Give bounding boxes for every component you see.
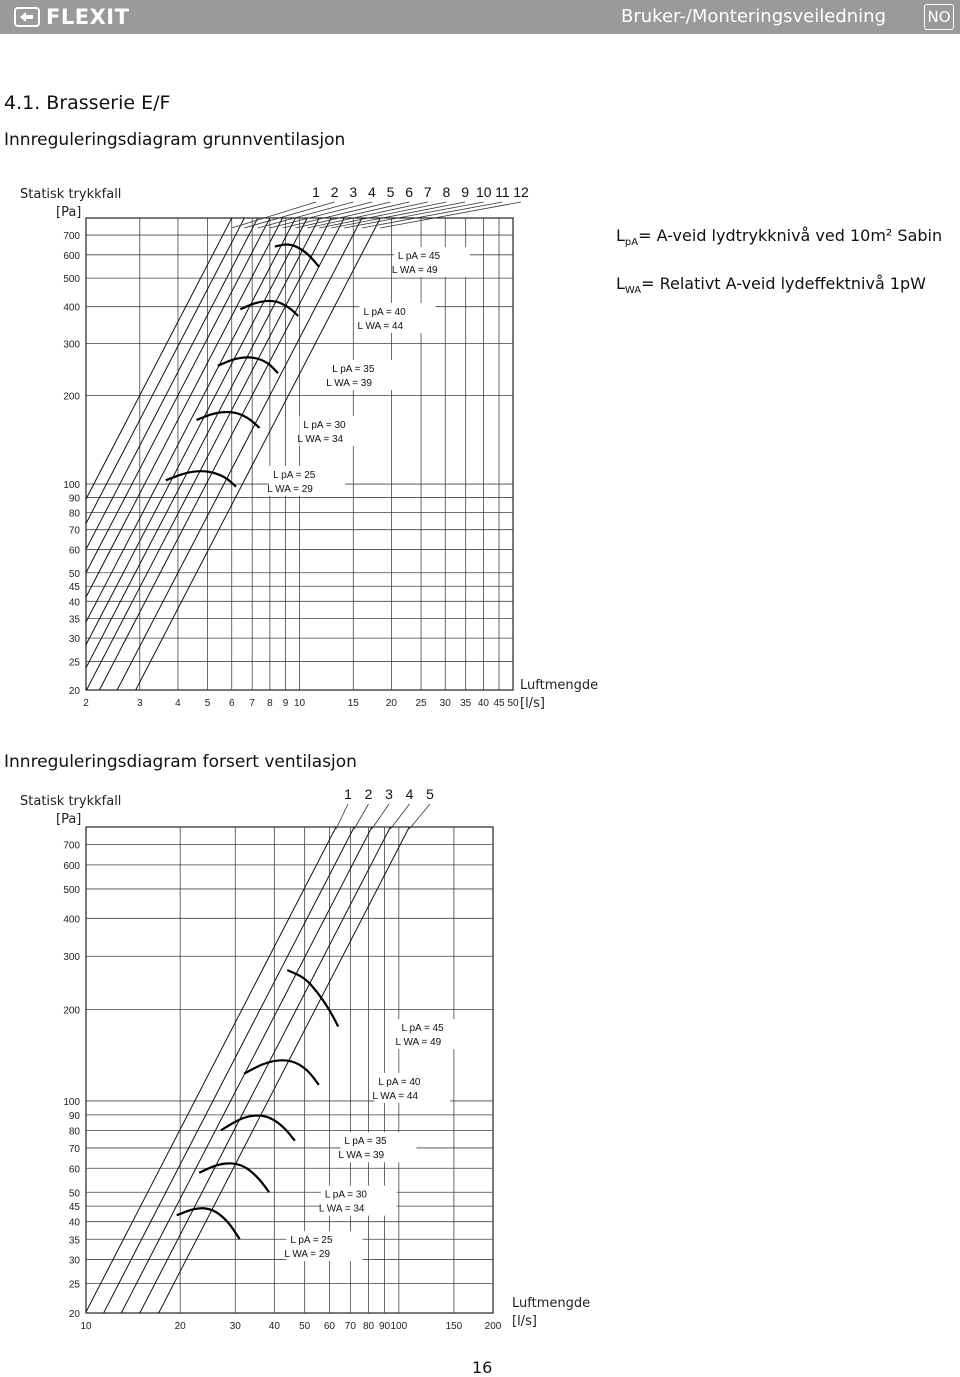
y-tick-label: 600 — [63, 860, 80, 872]
position-leader — [372, 804, 389, 829]
y-tick-label: 60 — [68, 1164, 80, 1176]
position-label: 4 — [405, 786, 414, 802]
page-header — [0, 0, 960, 34]
x-tick-label: 100 — [390, 1321, 408, 1332]
sound-label-lwa: L WA = 49 — [395, 1037, 442, 1049]
x-tick-label: 10 — [293, 698, 306, 709]
y-tick-label: 25 — [68, 1279, 80, 1291]
position-leader — [344, 202, 484, 228]
y-tick-label: 30 — [68, 1255, 80, 1267]
section-title: 4.1. Brasserie E/F — [4, 92, 171, 114]
legend-lpa — [616, 226, 942, 248]
y-tick-label: 45 — [68, 582, 80, 594]
y-tick-label: 80 — [68, 1126, 80, 1138]
sound-label-lpa: L pA = 40 — [378, 1076, 421, 1088]
sound-label-lpa: L pA = 45 — [397, 251, 441, 263]
position-line — [25, 218, 270, 690]
y-tick-label: 80 — [68, 508, 80, 520]
x-tick-label: 8 — [267, 698, 273, 709]
y-tick-label: 100 — [63, 480, 80, 492]
sound-label-lpa: L pA = 45 — [401, 1023, 444, 1035]
y-tick-label: 700 — [63, 231, 80, 243]
document-title: Bruker-/Monteringsveiledning — [621, 6, 886, 27]
position-leader — [380, 202, 521, 228]
position-line — [75, 218, 320, 690]
y-axis-unit: [Pa] — [56, 205, 82, 220]
flexit-logo-icon — [14, 7, 40, 27]
x-tick-label: 40 — [477, 698, 489, 709]
x-tick-label: 30 — [439, 698, 451, 709]
sound-label-lwa: L WA = 29 — [284, 1249, 331, 1261]
y-tick-label: 90 — [68, 1110, 80, 1122]
sound-label-lpa: L pA = 25 — [273, 469, 316, 481]
x-tick-label: 50 — [507, 698, 519, 709]
legend-lpa-symbol: L — [616, 226, 625, 245]
position-line — [51, 218, 296, 690]
position-leader — [232, 202, 316, 228]
x-tick-label: 4 — [175, 698, 181, 709]
sound-label-lwa: L WA = 29 — [267, 483, 313, 495]
sound-label-lpa: L pA = 30 — [303, 419, 346, 431]
legend-lwa-symbol: L — [616, 274, 625, 293]
y-axis-unit: [Pa] — [56, 812, 82, 827]
sound-label-lwa: L WA = 44 — [372, 1090, 419, 1102]
y-tick-label: 35 — [68, 1235, 80, 1247]
x-tick-label: 90 — [378, 1321, 391, 1332]
y-tick-label: 60 — [68, 545, 80, 557]
y-tick-label: 70 — [68, 1143, 80, 1155]
y-tick-label: 100 — [63, 1096, 80, 1108]
y-tick-label: 25 — [68, 657, 80, 669]
x-tick-label: 45 — [493, 698, 505, 709]
y-tick-label: 300 — [63, 952, 80, 964]
x-axis-title: Luftmengde — [512, 1296, 591, 1311]
position-leader — [354, 804, 368, 829]
y-tick-label: 400 — [63, 914, 80, 926]
position-label: 12 — [513, 184, 529, 200]
y-tick-label: 30 — [68, 634, 80, 646]
sound-label-lwa: L WA = 39 — [326, 378, 372, 390]
position-lines — [0, 218, 380, 690]
diagram-title-2: Innreguleringsdiagram forsert ventilasjon — [4, 752, 357, 772]
sound-level-curve — [275, 245, 319, 268]
x-tick-label: 25 — [415, 698, 427, 709]
position-label: 1 — [344, 786, 352, 802]
position-label: 9 — [461, 184, 469, 200]
sound-level-curve — [221, 1115, 295, 1140]
x-tick-label: 15 — [347, 698, 359, 709]
position-leader — [336, 804, 348, 829]
x-tick-label: 2 — [83, 698, 89, 709]
y-tick-label: 200 — [63, 1005, 80, 1017]
brand-name: FLEXIT — [46, 5, 130, 29]
position-line — [159, 827, 410, 1313]
position-leader — [307, 202, 428, 228]
y-tick-label: 500 — [63, 274, 80, 286]
chart-grunnventilasjon — [0, 175, 620, 715]
y-tick-label: 600 — [63, 250, 80, 262]
y-axis-title: Statisk trykkfall — [20, 187, 122, 202]
x-axis-unit: [l/s] — [520, 696, 545, 711]
y-tick-label: 500 — [63, 884, 80, 896]
position-label: 10 — [475, 184, 492, 200]
sound-label-lpa: L pA = 35 — [344, 1136, 387, 1148]
x-tick-label: 3 — [137, 698, 143, 709]
position-label: 8 — [442, 184, 451, 200]
sound-label-lpa: L pA = 30 — [324, 1189, 367, 1201]
y-tick-label: 90 — [68, 493, 80, 505]
position-line — [63, 218, 308, 690]
sound-label-lpa: L pA = 40 — [363, 306, 406, 318]
position-line — [136, 218, 381, 690]
y-tick-label: 45 — [68, 1202, 80, 1214]
y-tick-label: 40 — [68, 597, 80, 609]
legend-lwa-subscript: WA — [624, 285, 642, 297]
sound-label-lwa: L WA = 34 — [318, 1203, 365, 1215]
position-label: 5 — [426, 786, 434, 802]
x-tick-label: 40 — [268, 1321, 280, 1332]
x-tick-label: 9 — [282, 698, 289, 709]
sound-level-curve — [244, 1060, 319, 1085]
y-tick-label: 20 — [68, 686, 80, 697]
x-tick-label: 60 — [323, 1321, 335, 1332]
position-label: 2 — [364, 786, 373, 802]
position-line — [99, 218, 344, 690]
position-label: 4 — [368, 184, 376, 200]
legend-lwa-text: = Relativt A-veid lydeffektnivå 1pW — [641, 274, 926, 293]
x-tick-label: 6 — [228, 698, 235, 709]
x-tick-label: 10 — [80, 1321, 92, 1332]
x-tick-label: 35 — [460, 698, 472, 709]
chart-forsert-ventilasjon — [0, 782, 620, 1342]
x-tick-label: 5 — [204, 698, 211, 709]
sound-label-lwa: L WA = 49 — [391, 265, 438, 277]
y-tick-label: 700 — [63, 840, 80, 852]
legend-lpa-text: = A-veid lydtrykknivå ved 10m² Sabin — [638, 226, 943, 245]
sound-label-lpa: L pA = 35 — [332, 364, 375, 376]
position-label: 2 — [330, 184, 339, 200]
x-tick-label: 20 — [174, 1321, 186, 1332]
position-label: 7 — [423, 184, 432, 200]
sound-level-curve — [218, 357, 278, 373]
language-badge: NO — [924, 4, 954, 30]
y-tick-label: 35 — [68, 614, 80, 626]
diagram-title-1: Innreguleringsdiagram grunnventilasjon — [4, 130, 346, 150]
y-tick-label: 50 — [68, 1188, 80, 1200]
x-tick-label: 7 — [249, 698, 255, 709]
legend-lpa-subscript: pA — [624, 237, 639, 249]
y-tick-label: 70 — [68, 525, 80, 537]
position-label: 5 — [386, 184, 395, 200]
y-tick-label: 200 — [63, 391, 80, 403]
position-label: 6 — [405, 184, 414, 200]
x-tick-label: 50 — [299, 1321, 311, 1332]
sound-label-lpa: L pA = 25 — [290, 1235, 333, 1247]
x-axis-unit: [l/s] — [512, 1314, 537, 1329]
x-tick-label: 70 — [344, 1321, 356, 1332]
position-leader — [390, 804, 409, 829]
y-axis-title: Statisk trykkfall — [20, 794, 122, 809]
x-tick-label: 30 — [229, 1321, 241, 1332]
page-number: 16 — [472, 1358, 493, 1377]
position-line — [117, 218, 362, 690]
y-tick-label: 50 — [68, 568, 80, 580]
position-label: 3 — [385, 786, 393, 802]
position-leader — [409, 804, 430, 829]
y-tick-label: 40 — [68, 1217, 80, 1229]
position-label: 1 — [312, 184, 320, 200]
x-tick-label: 80 — [362, 1321, 375, 1332]
position-line — [87, 218, 332, 690]
legend-lwa — [616, 274, 926, 296]
y-tick-label: 20 — [68, 1309, 80, 1320]
sound-label-lwa: L WA = 34 — [297, 433, 344, 445]
sound-label-lwa: L WA = 39 — [338, 1150, 385, 1162]
x-axis-title: Luftmengde — [520, 678, 599, 693]
x-tick-label: 200 — [484, 1321, 502, 1332]
y-tick-label: 300 — [63, 339, 80, 351]
position-line — [13, 218, 258, 690]
sound-label-lwa: L WA = 44 — [357, 320, 404, 332]
x-tick-label: 150 — [445, 1321, 463, 1332]
brand-logo — [14, 4, 129, 30]
position-label: 3 — [349, 184, 358, 200]
x-tick-label: 20 — [385, 698, 398, 709]
position-label: 11 — [495, 184, 510, 200]
y-tick-label: 400 — [63, 302, 80, 314]
